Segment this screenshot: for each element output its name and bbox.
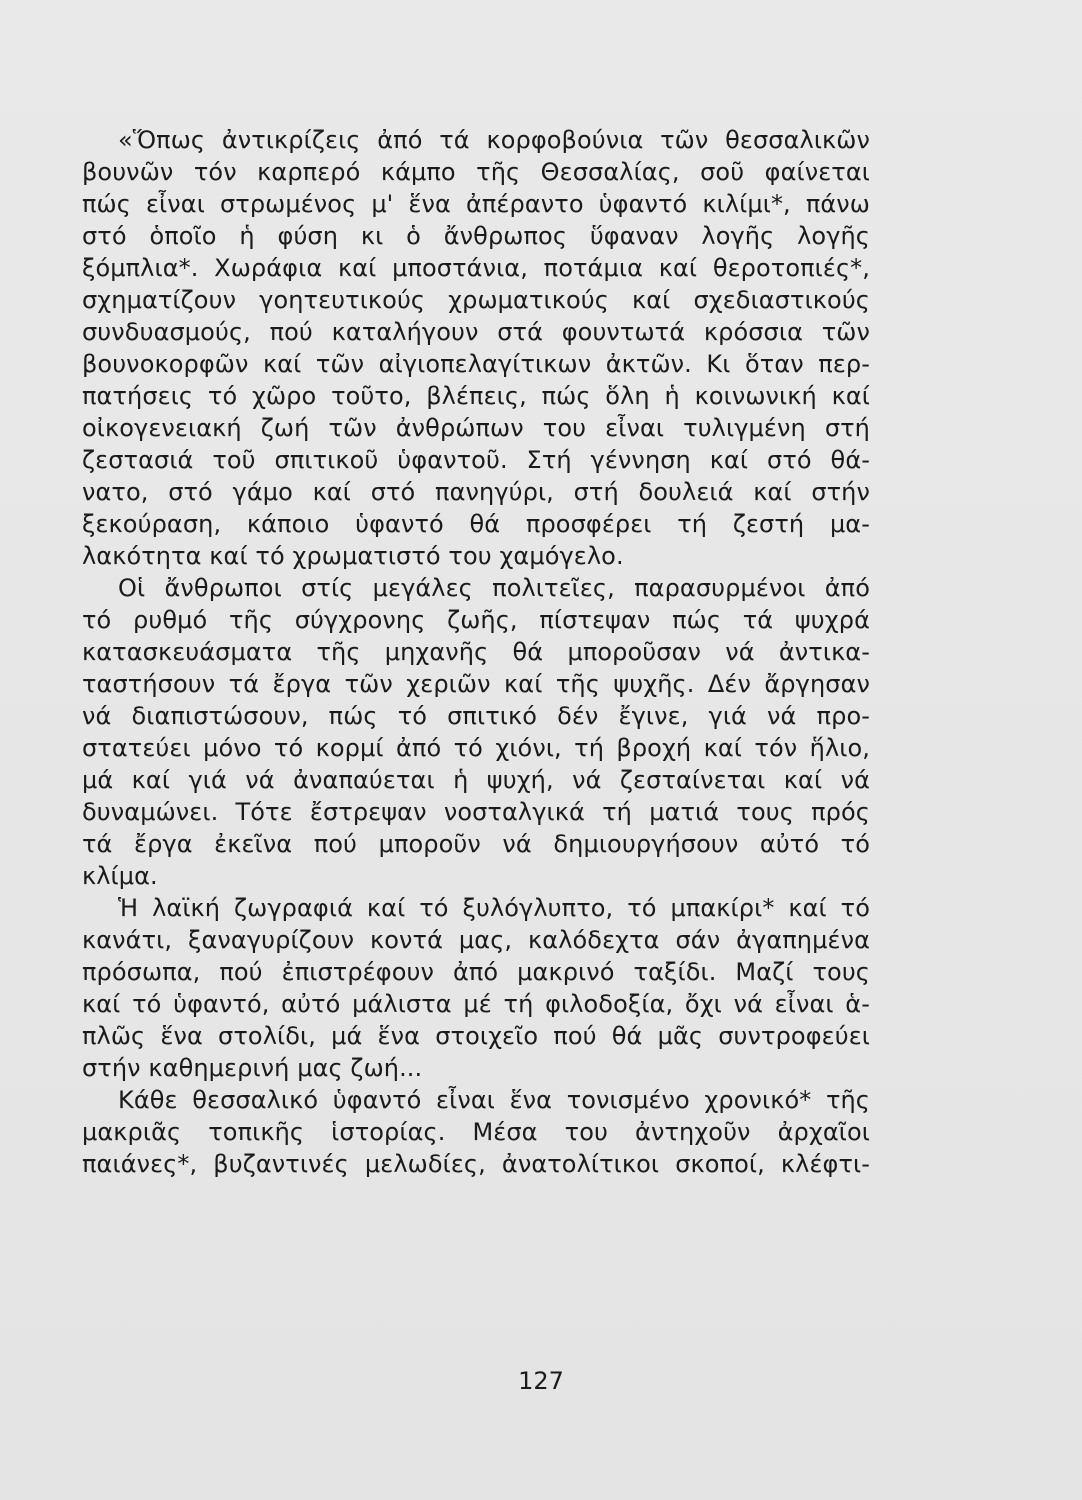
text-line: ταστήσουν τά ἔργα τῶν χεριῶν καί τῆς ψυχῆς. Δέν ἄργησαν xyxy=(82,670,870,698)
text-line: Κάθε θεσσαλικό ὑφαντό εἶναι ἕνα τονισμένο χρονικό* τῆς xyxy=(118,1086,870,1114)
body-text xyxy=(82,124,870,1180)
text-line: παιάνες*, βυζαντινές μελωδίες, ἀνατολίτικοι σκοποί, κλέφτι- xyxy=(82,1150,870,1178)
text-line: ξεκούραση, κάποιο ὑφαντό θά προσφέρει τή ζεστή μα- xyxy=(82,510,870,538)
text-line: κανάτι, ξαναγυρίζουν κοντά μας, καλόδεχτα σάν ἀγαπημένα xyxy=(82,926,870,954)
paragraph-4 xyxy=(82,1084,870,1180)
text-line: τά ἔργα ἐκεῖνα πού μποροῦν νά δημιουργήσουν αὐτό τό xyxy=(82,830,870,858)
text-line: στατεύει μόνο τό κορμί ἀπό τό χιόνι, τή βροχή καί τόν ἥλιο, xyxy=(82,734,870,762)
text-line: ξόμπλια*. Χωράφια καί μποστάνια, ποτάμια καί θεροτοπιές*, xyxy=(82,254,870,282)
paragraph-3 xyxy=(82,892,870,1084)
text-line: νά διαπιστώσουν, πώς τό σπιτικό δέν ἔγινε, γιά νά προ- xyxy=(82,702,870,730)
text-line: σχηματίζουν γοητευτικούς χρωματικούς καί σχεδιαστικούς xyxy=(82,286,870,314)
text-line: δυναμώνει. Τότε ἔστρεψαν νοσταλγικά τή ματιά τους πρός xyxy=(82,798,870,826)
text-line: πατήσεις τό χῶρο τοῦτο, βλέπεις, πώς ὅλη ἡ κοινωνική καί xyxy=(82,382,870,410)
text-line: κατασκευάσματα τῆς μηχανῆς θά μποροῦσαν νά ἀντικα- xyxy=(82,638,870,666)
text-line: μακριᾶς τοπικῆς ἱστορίας. Μέσα του ἀντηχοῦν ἀρχαῖοι xyxy=(82,1118,870,1146)
text-line: στήν καθημερινή μας ζωή... xyxy=(82,1054,423,1082)
text-line: πλῶς ἕνα στολίδι, μά ἕνα στοιχεῖο πού θά μᾶς συντροφεύει xyxy=(82,1022,870,1050)
text-line: Οἱ ἄνθρωποι στίς μεγάλες πολιτεῖες, παρασυρμένοι ἀπό xyxy=(118,574,870,602)
text-line: οἰκογενειακή ζωή τῶν ἀνθρώπων του εἶναι τυλιγμένη στή xyxy=(82,414,870,442)
paragraph-2 xyxy=(82,572,870,892)
text-line: πρόσωπα, πού ἐπιστρέφουν ἀπό μακρινό ταξίδι. Μαζί τους xyxy=(82,958,870,986)
text-line: καί τό ὑφαντό, αὐτό μάλιστα μέ τή φιλοδοξία, ὄχι νά εἶναι ἁ- xyxy=(82,990,870,1018)
text-line: συνδυασμούς, πού καταλήγουν στά φουντωτά κρόσσια τῶν xyxy=(82,318,870,346)
page-number: 127 xyxy=(518,1367,564,1395)
text-line: βουνῶν τόν καρπερό κάμπο τῆς Θεσσαλίας, σοῦ φαίνεται xyxy=(82,158,870,186)
text-line: κλίμα. xyxy=(82,862,158,890)
text-line: νατο, στό γάμο καί στό πανηγύρι, στή δουλειά καί στήν xyxy=(82,478,870,506)
paragraph-1 xyxy=(82,124,870,572)
text-line: στό ὁποῖο ἡ φύση κι ὁ ἄνθρωπος ὕφαναν λογῆς λογῆς xyxy=(82,222,870,250)
text-line: ζεστασιά τοῦ σπιτικοῦ ὑφαντοῦ. Στή γέννηση καί στό θά- xyxy=(82,446,870,474)
text-line: μά καί γιά νά ἀναπαύεται ἡ ψυχή, νά ζεσταίνεται καί νά xyxy=(82,766,870,794)
text-line: «Ὅπως ἀντικρίζεις ἀπό τά κορφοβούνια τῶν θεσσαλικῶν xyxy=(118,126,870,154)
text-line: λακότητα καί τό χρωματιστό του χαμόγελο. xyxy=(82,542,624,570)
text-line: βουνοκορφῶν καί τῶν αἰγιοπελαγίτικων ἀκτῶν. Κι ὅταν περ- xyxy=(82,350,870,378)
text-line: πώς εἶναι στρωμένος μ' ἕνα ἀπέραντο ὑφαντό κιλίμι*, πάνω xyxy=(82,190,870,218)
text-line: τό ρυθμό τῆς σύγχρονης ζωῆς, πίστεψαν πώς τά ψυχρά xyxy=(82,606,870,634)
text-line: Ἡ λαϊκή ζωγραφιά καί τό ξυλόγλυπτο, τό μπακίρι* καί τό xyxy=(118,894,870,922)
